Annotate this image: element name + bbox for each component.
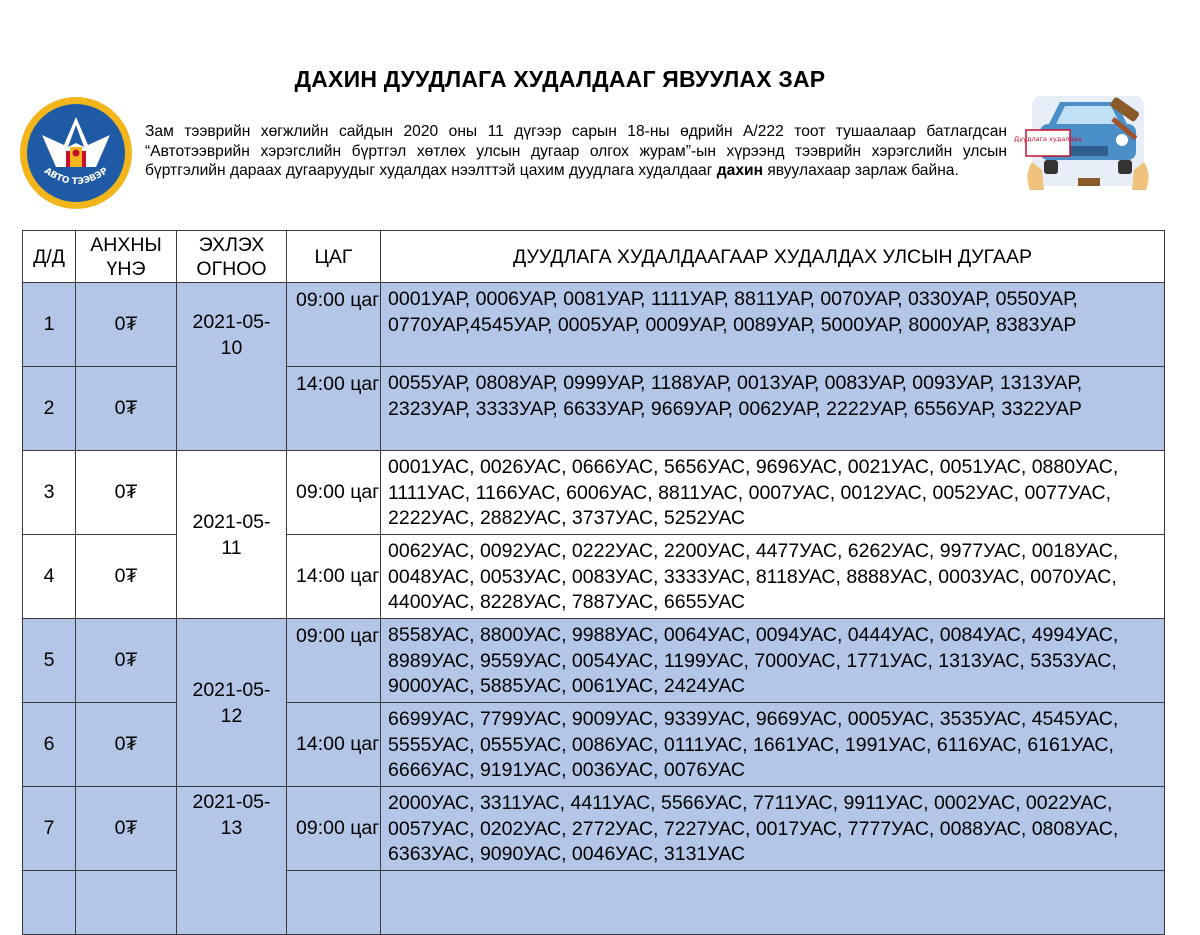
table-row bbox=[23, 619, 1165, 703]
header-time: ЦАГ bbox=[287, 231, 381, 283]
header-plates: ДУУДЛАГА ХУДАЛДААГААР ХУДАЛДАХ УЛСЫН ДУГААР bbox=[381, 231, 1165, 283]
intro-paragraph bbox=[145, 122, 1007, 181]
intro-text-bold: дахин bbox=[716, 162, 764, 180]
row-price: 0₮ bbox=[76, 703, 177, 787]
row-plates: 0001УАС, 0026УАС, 0666УАС, 5656УАС, 9696УАС, 0021УАС, 0051УАС, 0880УАС, 1111УАС, 1166УАС, 6006УАС, 8811УАС, 0007УАС, 0012УАС, 0052УАС, 0077УАС, 2222УАС, 2882УАС, 3737УАС, 5252УАС bbox=[381, 451, 1165, 535]
row-date-text: 2021-05-11 bbox=[192, 510, 271, 559]
row-time: 09:00 цаг bbox=[287, 451, 381, 535]
row-price: 0₮ bbox=[76, 787, 177, 871]
row-plates: 0001УАР, 0006УАР, 0081УАР, 1111УАР, 8811УАР, 0070УАР, 0330УАР, 0550УАР, 0770УАР,4545УАР, 0005УАР, 0009УАР, 0089УАР, 5000УАР, 8000УАР, 8383УАР bbox=[381, 283, 1165, 367]
row-price: 0₮ bbox=[76, 283, 177, 367]
row-date bbox=[177, 283, 287, 451]
row-num: 6 bbox=[23, 703, 76, 787]
row-date bbox=[177, 451, 287, 619]
row-time: 14:00 цаг bbox=[287, 367, 381, 451]
table-row bbox=[23, 283, 1165, 367]
row-time: 14:00 цаг bbox=[287, 535, 381, 619]
row-price: 0₮ bbox=[76, 451, 177, 535]
row-time: 09:00 цаг bbox=[287, 283, 381, 367]
row-price: 0₮ bbox=[76, 367, 177, 451]
header-num: Д/Д bbox=[23, 231, 76, 283]
row-price: 0₮ bbox=[76, 619, 177, 703]
row-plates: 0062УАС, 0092УАС, 0222УАС, 2200УАС, 4477УАС, 6262УАС, 9977УАС, 0018УАС, 0048УАС, 0053УАС, 0083УАС, 3333УАС, 8118УАС, 8888УАС, 0003УАС, 0070УАС, 4400УАС, 8228УАС, 7887УАС, 6655УАС bbox=[381, 535, 1165, 619]
auto-transport-logo bbox=[18, 95, 134, 211]
auction-sign-text: Дуудлага худалдаа bbox=[1014, 135, 1082, 143]
row-num: 2 bbox=[23, 367, 76, 451]
empty-cell bbox=[23, 871, 76, 935]
plate-auction-table bbox=[22, 230, 1165, 935]
row-plates: 0055УАР, 0808УАР, 0999УАР, 1188УАР, 0013УАР, 0083УАР, 0093УАР, 1313УАР, 2323УАР, 3333УАР, 6633УАР, 9669УАР, 0062УАР, 2222УАР, 6556УАР, 3322УАР bbox=[381, 367, 1165, 451]
logo-left-caption: АВТО ТЭЭВЭР bbox=[42, 166, 110, 188]
row-num: 4 bbox=[23, 535, 76, 619]
header-price: АНХНЫ ҮНЭ bbox=[76, 231, 177, 283]
row-date-text: 2021-05-12 bbox=[192, 678, 271, 727]
row-date bbox=[177, 787, 287, 935]
row-num: 7 bbox=[23, 787, 76, 871]
auction-car-illustration bbox=[1014, 86, 1154, 202]
row-plates: 2000УАС, 3311УАС, 4411УАС, 5566УАС, 7711УАС, 9911УАС, 0002УАС, 0022УАС, 0057УАС, 0202УАС, 2772УАС, 7227УАС, 0017УАС, 7777УАС, 0088УАС, 0808УАС, 6363УАС, 9090УАС, 0046УАС, 3131УАС bbox=[381, 787, 1165, 871]
row-date bbox=[177, 619, 287, 787]
intro-text-part1: Зам тээврийн хөгжлийн сайдын 2020 оны 11 дүгээр сарын 18-ны өдрийн А/222 тоот тушаалаар батлагдсан “Автотээврийн хэрэгслийн бүртгэл хөтлөх улсын дугаар олгох журам”-ын хүрээнд тээврийн хэрэгслийн улсын бүртгэлийн дараах дугааруудыг худалдах нээлттэй цахим дуудлага худалдааг bbox=[145, 123, 1007, 180]
header-date: ЭХЛЭХ ОГНОО bbox=[177, 231, 287, 283]
empty-cell bbox=[76, 871, 177, 935]
table-row bbox=[23, 451, 1165, 535]
row-price: 0₮ bbox=[76, 535, 177, 619]
row-time: 14:00 цаг bbox=[287, 703, 381, 787]
row-plates: 8558УАС, 8800УАС, 9988УАС, 0064УАС, 0094УАС, 0444УАС, 0084УАС, 4994УАС, 8989УАС, 9559УАС, 0054УАС, 1199УАС, 7000УАС, 1771УАС, 1313УАС, 5353УАС, 9000УАС, 5885УАС, 0061УАС, 2424УАС bbox=[381, 619, 1165, 703]
row-plates: 6699УАС, 7799УАС, 9009УАС, 9339УАС, 9669УАС, 0005УАС, 3535УАС, 4545УАС, 5555УАС, 0555УАС, 0086УАС, 0111УАС, 1661УАС, 1991УАС, 6116УАС, 6161УАС, 6666УАС, 9191УАС, 0036УАС, 0076УАС bbox=[381, 703, 1165, 787]
row-num: 5 bbox=[23, 619, 76, 703]
row-date-text: 2021-05-13 bbox=[192, 791, 271, 839]
intro-text-part2: явуулахаар зарлаж байна. bbox=[767, 162, 959, 180]
table-row bbox=[23, 787, 1165, 871]
empty-cell bbox=[287, 871, 381, 935]
row-num: 3 bbox=[23, 451, 76, 535]
empty-cell bbox=[381, 871, 1165, 935]
table-header-row bbox=[23, 231, 1165, 283]
row-time: 09:00 цаг bbox=[287, 619, 381, 703]
row-date-text: 2021-05-10 bbox=[192, 311, 271, 359]
row-time: 09:00 цаг bbox=[287, 787, 381, 871]
page-title: ДАХИН ДУУДЛАГА ХУДАЛДААГ ЯВУУЛАХ ЗАР bbox=[294, 66, 826, 92]
row-num: 1 bbox=[23, 283, 76, 367]
